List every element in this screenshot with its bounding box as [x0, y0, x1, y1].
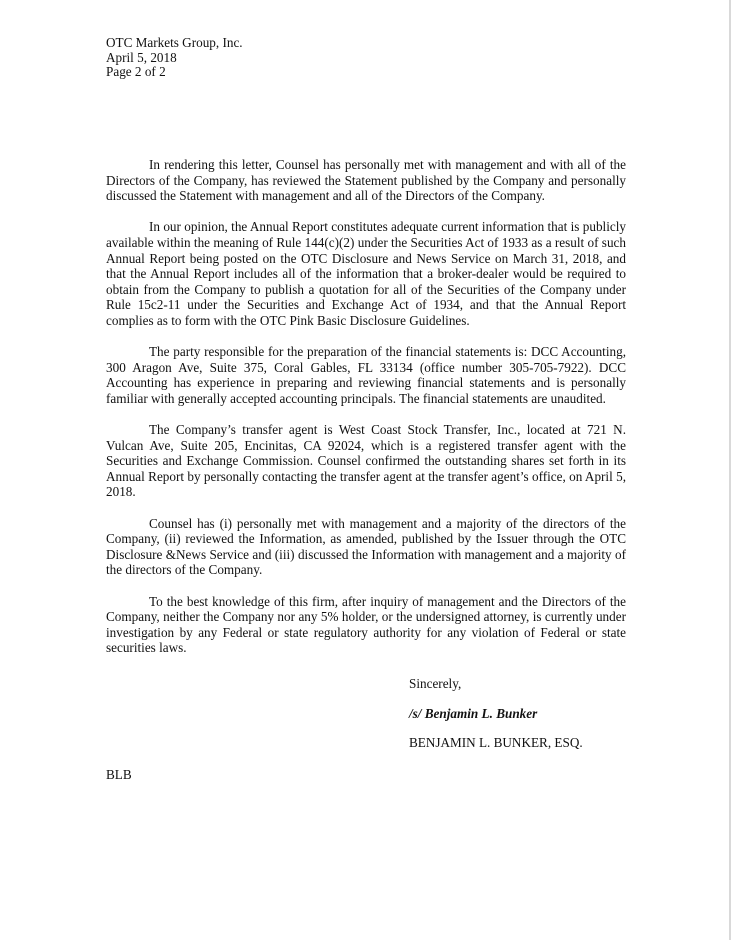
letter-date: April 5, 2018	[106, 49, 177, 65]
paragraph-financial-statements: The party responsible for the preparation of the financial statements is: DCC Accounting, 300 Aragon Ave, Suite 375, Coral Gables, FL 33134 (office number 305-705-7922). DCC Accounting has experience in preparing and reviewing financial statements and is personally familiar with generally accepted accounting principals. The financial statements are unaudited.	[106, 344, 626, 406]
paragraph-opinion: In our opinion, the Annual Report constitutes adequate current information that is publicly available within the meaning of Rule 144(c)(2) under the Securities Act of 1933 as a result of such Annual Report being posted on the OTC Disclosure and News Service on March 31, 2018, and that the Annual Report includes all of the information that a broker-dealer would be required to obtain from the Company to publish a quotation for all of the Securities of the Company under Rule 15c2-11 under the Securities and Exchange Act of 1934, and that the Annual Report complies as to form with the OTC Pink Basic Disclosure Guidelines.	[106, 219, 626, 328]
author-initials: BLB	[106, 767, 132, 782]
signature: /s/ Benjamin L. Bunker	[409, 705, 538, 721]
signer-name: BENJAMIN L. BUNKER, ESQ.	[409, 735, 583, 751]
letter-closing	[409, 676, 583, 751]
page-number: Page 2 of 2	[106, 64, 166, 79]
recipient-name: OTC Markets Group, Inc.	[106, 35, 243, 50]
letter-body	[106, 157, 626, 672]
letter-header	[106, 36, 243, 80]
paragraph-counsel-review: Counsel has (i) personally met with management and a majority of the directors of the Company, (ii) reviewed the Information, as amended, published by the Issuer through the OTC Disclosure &News Service and (iii) discussed the Information with management and a majority of the directors of the Company.	[106, 515, 626, 578]
paragraph-investigation: To the best knowledge of this firm, after inquiry of management and the Directors of the Company, neither the Company nor any 5% holder, or the undersigned attorney, is currently under investigation by any Federal or state regulatory authority for any violation of Federal or state securities laws.	[106, 593, 626, 656]
paragraph-rendering: In rendering this letter, Counsel has personally met with management and with all of the Directors of the Company, has reviewed the Statement published by the Company and personally discussed the Statement with management and all of the Directors of the Company.	[106, 157, 626, 204]
paragraph-transfer-agent: The Company’s transfer agent is West Coast Stock Transfer, Inc., located at 721 N. Vulcan Ave, Suite 205, Encinitas, CA 92024, which is a registered transfer agent with the Securities and Exchange Commission. Counsel confirmed the outstanding shares set forth in its Annual Report by personally contacting the transfer agent at the transfer agent’s office, on April 5, 2018.	[106, 422, 626, 500]
salutation: Sincerely,	[409, 676, 462, 691]
